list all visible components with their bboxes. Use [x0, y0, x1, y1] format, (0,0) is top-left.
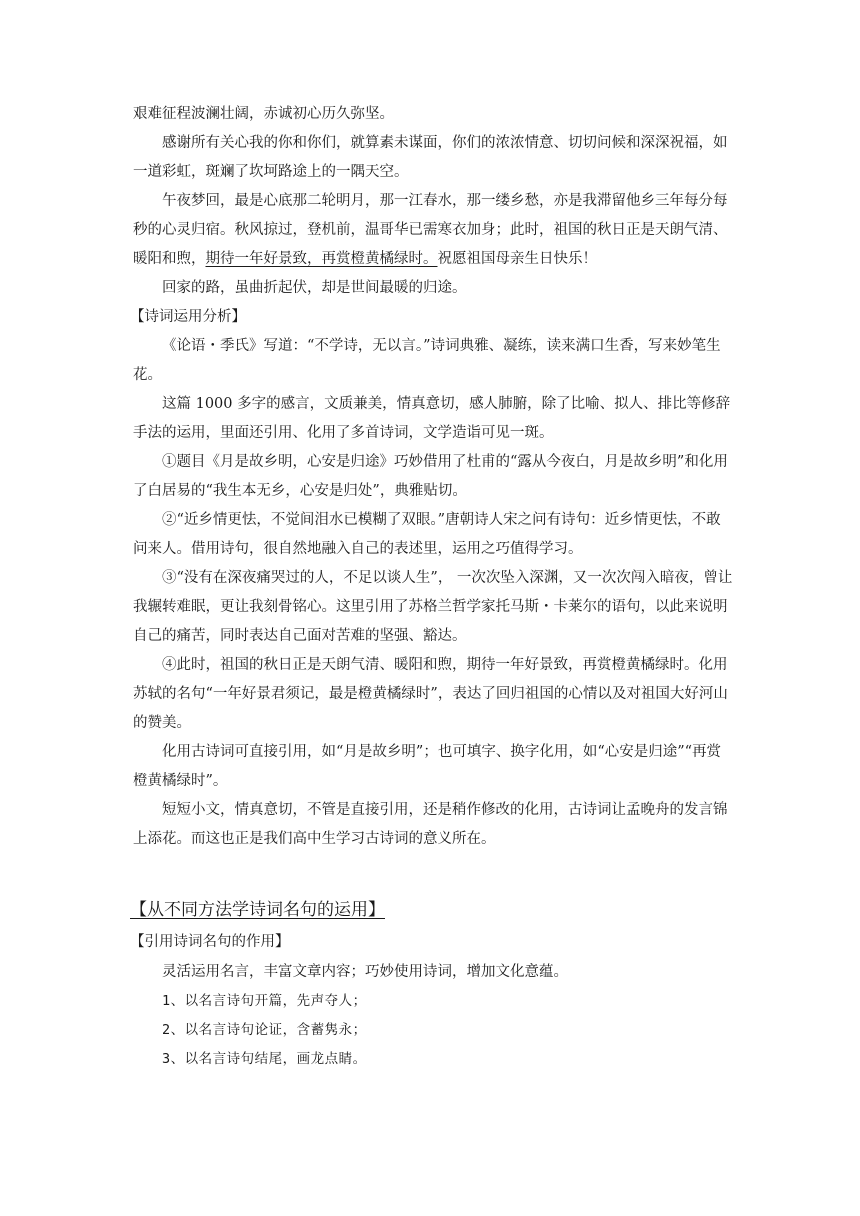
analysis-paragraph-3: ①题目《月是故乡明，心安是归途》巧妙借用了杜甫的“露从今夜白，月是故乡明”和化用了白居易的“我生本无乡，心安是归处”，典雅贴切。	[133, 454, 728, 499]
analysis-paragraph-2: 这篇 1000 多字的感言，文质兼美，情真意切，感人肺腑，除了比喻、拟人、排比等修辞手法的运用，里面还引用、化用了多首诗词，文学造诣可见一斑。	[133, 396, 731, 441]
underlined-phrase: 期待一年好景致，再赏橙黄橘绿时。	[205, 251, 438, 267]
list-item: 1、以名言诗句开篇，先声夺人；	[162, 993, 367, 1009]
list-item: 2、以名言诗句论证，含蓄隽永；	[162, 1022, 367, 1038]
essay-paragraph-1: 艰难征程波澜壮阔，赤诚初心历久弥坚。	[133, 106, 394, 122]
analysis-heading: 【诗词运用分析】	[130, 309, 246, 325]
list-item: 3、以名言诗句结尾，画龙点睛。	[162, 1051, 367, 1067]
methods-heading: 【从不同方法学诗词名句的运用】	[130, 900, 385, 920]
methods-subheading: 【引用诗词名句的作用】	[130, 934, 290, 950]
essay-paragraph-3-start: 午夜梦回，最是心底那二轮明月，那一江春水，那一缕乡愁，亦是我滞留他乡三年每分每秒的心灵归宿。秋风掠过，登机前，温哥华已需寒衣加身；此时，祖国的秋日正是天朗气清、暖阳和煦，	[133, 193, 728, 267]
analysis-paragraph-1: 《论语・季氏》写道：“不学诗，无以言。”诗词典雅、凝练，读来满口生香，写来妙笔生花。	[133, 338, 721, 383]
essay-paragraph-4: 回家的路，虽曲折起伏，却是世间最暖的归途。	[162, 280, 467, 296]
essay-paragraph-2: 感谢所有关心我的你和你们，就算素未谋面，你们的浓浓情意、切切问候和深深祝福，如一道彩虹，斑斓了坎坷路途上的一隅天空。	[133, 135, 728, 180]
analysis-paragraph-5: ③“没有在深夜痛哭过的人，不足以谈人生”， 一次次坠入深渊，又一次次闯入暗夜，曾让我辗转难眠，更让我刻骨铭心。这里引用了苏格兰哲学家托马斯・卡莱尔的语句，以此来说明自己的痛苦，同时表达自己面对苦难的坚强、豁达。	[133, 570, 733, 644]
essay-paragraph-3-end: 祝愿祖国母亲生日快乐！	[437, 251, 597, 267]
essay-paragraph-3	[133, 187, 733, 274]
analysis-paragraph-8: 短短小文，情真意切，不管是直接引用，还是稍作修改的化用，古诗词让孟晚舟的发言锦上添花。而这也正是我们高中生学习古诗词的意义所在。	[133, 802, 728, 847]
analysis-paragraph-4: ②“近乡情更怯，不觉间泪水已模糊了双眼。”唐朝诗人宋之问有诗句：近乡情更怯，不敢问来人。借用诗句，很自然地融入自己的表述里，运用之巧值得学习。	[133, 512, 721, 557]
analysis-paragraph-6: ④此时，祖国的秋日正是天朗气清、暖阳和煦，期待一年好景致，再赏橙黄橘绿时。化用苏轼的名句“一年好景君须记，最是橙黄橘绿时”，表达了回归祖国的心情以及对祖国大好河山的赞美。	[133, 657, 728, 731]
analysis-paragraph-7: 化用古诗词可直接引用，如“月是故乡明”；也可填字、换字化用，如“心安是归途”“再赏橙黄橘绿时”。	[133, 744, 722, 789]
methods-intro: 灵活运用名言，丰富文章内容；巧妙使用诗词，增加文化意蕴。	[162, 964, 568, 980]
